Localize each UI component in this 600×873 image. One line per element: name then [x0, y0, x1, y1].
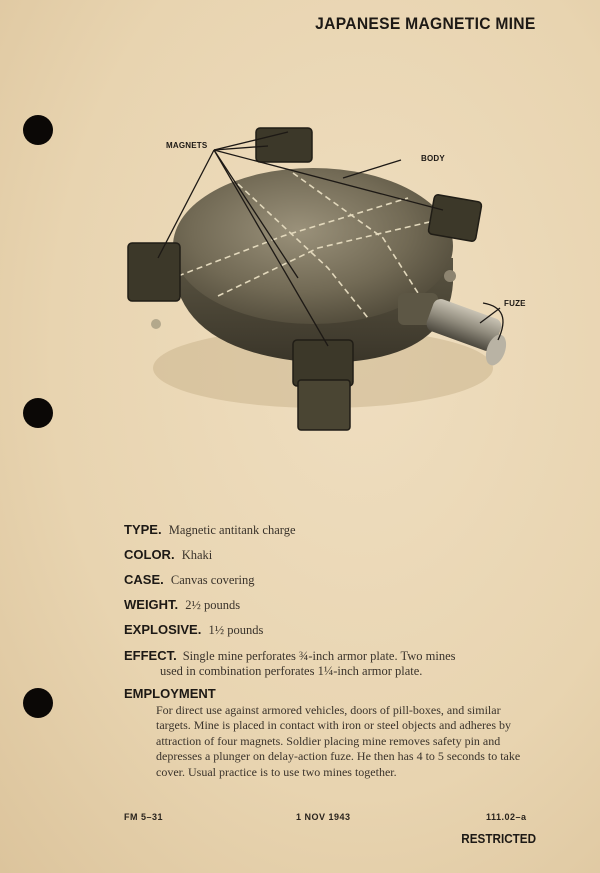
employment-heading: EMPLOYMENT — [124, 686, 216, 701]
spec-color — [124, 547, 212, 563]
spec-effect-line2: used in combination perforates 1¼-inch armor plate. — [160, 664, 423, 678]
binder-hole-bottom — [23, 688, 53, 718]
footer-manual: FM 5–31 — [124, 812, 164, 822]
mine-photo — [118, 118, 548, 448]
spec-effect-line1: Single mine perforates ¾-inch armor plate. Two mines — [182, 649, 456, 663]
employment-text: For direct use against armored vehicles, doors of pill-boxes, and similar targets. Mine is placed in contact with iron or steel objects and adheres by attraction of four magnets. Soldier placing mine removes safety pin and depresses a plunger on delay-action fuze. He then has 4 to 5 seconds to take cover. Usual practice is to use two mines together. — [156, 703, 521, 779]
spec-effect — [124, 648, 544, 679]
spec-effect-label: EFFECT. — [124, 648, 177, 663]
page-title: JAPANESE MAGNETIC MINE — [315, 14, 536, 33]
classification-marking: RESTRICTED — [461, 831, 536, 846]
binder-hole-top — [23, 115, 53, 145]
spec-color-value: Khaki — [181, 548, 213, 562]
footer-date: 1 NOV 1943 — [296, 812, 351, 822]
spec-type-label: TYPE. — [124, 522, 162, 537]
spec-type-value: Magnetic antitank charge — [168, 523, 296, 537]
spec-case — [124, 572, 255, 588]
callout-magnets: MAGNETS — [166, 141, 208, 150]
callout-body: BODY — [421, 154, 445, 163]
spec-explosive-value: 1½ pounds — [208, 623, 264, 637]
spec-explosive — [124, 622, 263, 638]
spec-weight-label: WEIGHT. — [124, 597, 179, 612]
callout-fuze: FUZE — [504, 299, 526, 308]
footer-code: 111.02–a — [486, 812, 527, 822]
spec-weight — [124, 597, 240, 613]
spec-case-label: CASE. — [124, 572, 164, 587]
spec-color-label: COLOR. — [124, 547, 175, 562]
spec-explosive-label: EXPLOSIVE. — [124, 622, 202, 637]
mine-illustration — [118, 118, 548, 448]
spec-case-value: Canvas covering — [170, 573, 255, 587]
spec-weight-value: 2½ pounds — [185, 598, 241, 612]
binder-hole-middle — [23, 398, 53, 428]
spec-type — [124, 522, 296, 538]
